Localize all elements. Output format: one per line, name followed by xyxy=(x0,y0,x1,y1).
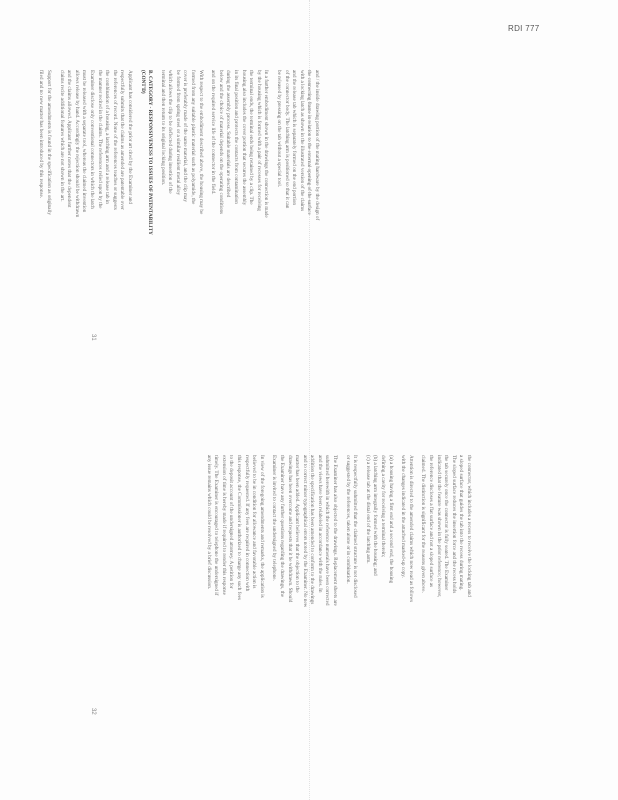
text-line: the references of record. None of the references teaches or suggests xyxy=(111,70,118,210)
text-line: Support for the amendments is found in the specification as originally xyxy=(46,70,52,215)
paragraph-gap xyxy=(394,455,399,607)
text-line: In a further embodiment shown in the drawings the connection is made xyxy=(263,70,270,218)
text-line: to the deposit account of the undersigned attorney. A petition for xyxy=(228,455,235,589)
text-line: which allows the clip to be deflected during insertion of the xyxy=(167,70,174,194)
text-line: a sloped surface that guides the tab into the recess during mating. xyxy=(458,455,465,591)
text-line: The Examiner has also objected to the drawings. Replacement sheets are xyxy=(332,455,339,606)
text-line: claimed. The distinction is significant for the reasons given above. xyxy=(420,455,427,593)
text-line: and the release tab which is separately formed on the end portion xyxy=(291,70,298,205)
paragraph-gap xyxy=(133,70,138,235)
text-line: any issue remains which could be resolved by a brief discussion. xyxy=(205,455,212,590)
text-line: matter has been added. Applicant believes that the objection to the xyxy=(294,455,301,593)
paragraph-gap xyxy=(204,70,209,235)
text-line: by the housing which is formed with a pair of recesses for receiving xyxy=(255,70,262,211)
text-line: addition the specification has been amended to conform to the drawings xyxy=(309,455,316,605)
text-line: the manner recited in the claims. The references relied upon by the xyxy=(96,70,103,209)
text-line: of the connector body. The latching arm is positioned so that it can xyxy=(283,70,290,209)
text-line: and the views have been relabeled in accordance with the rules. In xyxy=(316,455,323,593)
text-line: or suggested by the references, taken alone or in combination. xyxy=(344,455,351,584)
text-line: (b) a latching arm integrally formed with the housing; and xyxy=(372,455,379,576)
text-line: and on the required service life of the connector in the field. xyxy=(210,70,217,195)
text-column-right xyxy=(204,455,472,607)
text-line: the combination of a housing, a latching arm and a release tab in xyxy=(104,70,111,204)
text-line: the Examiner have any further questions regarding the drawings, the xyxy=(278,455,285,598)
text-line: and / the inside drawing portion of the mating hardware by the design of xyxy=(314,70,320,221)
text-line: submitted herewith in which the reference numerals have been corrected xyxy=(324,455,331,606)
text-line: It is respectfully submitted that the claimed structure is not disclosed xyxy=(352,455,359,598)
section-heading-line: (CONT'D) xyxy=(139,70,146,94)
text-line: during the assembly process. Suitable materials are described xyxy=(225,70,232,198)
text-line: (c) a release tab at the distal end of the latching arm. xyxy=(364,455,371,564)
text-line: believed to be in condition for allowance and favorable action is xyxy=(251,455,258,589)
text-line: allows release by hand. Accordingly the rejection should be withdrawn xyxy=(73,70,80,218)
text-line: respectfully submits that the claims as amended are patentable over xyxy=(119,70,126,210)
text-line: and to correct minor typographical errors noted by the Examiner. No new xyxy=(301,455,308,608)
text-line: drawings has been overcome and requests that it be withdrawn. Should xyxy=(286,455,293,603)
text-line: the reference discloses a flat surface and not a sloped surface as xyxy=(428,455,435,588)
text-line: with the changes indicated in the attached marked-up copy. xyxy=(400,455,407,578)
text-line: and the claims allowed. Applicant further notes that the dependent xyxy=(66,70,73,208)
text-line: be released by pressing on the tab without a special tool. xyxy=(276,70,283,188)
text-line: Examiner disclose only conventional connectors in which the latch xyxy=(88,70,95,209)
page-identifier: RDI 777 xyxy=(508,24,540,33)
text-line: Attention is directed to the amended claims which now read as follows xyxy=(407,455,414,603)
text-line: In view of the foregoing amendments and remarks, the application is xyxy=(258,455,265,598)
margin-page-number-bottom: 32 xyxy=(90,708,96,715)
text-line: housing also includes the cover portion that secures the assembly xyxy=(240,70,247,206)
text-line: Applicant has considered the prior art cited by the Examiner and xyxy=(126,70,133,204)
text-line: The sloped surface reduces the insertion force and the recess holds xyxy=(450,455,457,594)
text-line: with a locking latch as shown in the illustrated version of the claims xyxy=(298,70,305,212)
text-line: claims recite additional features which are not shown in the art. xyxy=(58,70,65,202)
text-line: formed from any suitable plastic material such as polyamide, the xyxy=(190,70,197,205)
text-line: defining a cavity for receiving a terminal therein; xyxy=(380,455,387,558)
text-line: indicated that the feature was shown in the prior reference; however, xyxy=(435,455,442,598)
text-line: extension of time is hereby made if required to render this response xyxy=(220,455,227,595)
text-line: Examiner is invited to contact the undersigned by telephone. xyxy=(271,455,278,581)
text-line: (a) a housing having a first end and a second end, the housing xyxy=(387,455,394,584)
text-line: the connecting frame in relation to the external opening of the surface xyxy=(306,70,313,215)
text-line: terminal and then return to its original locking position. xyxy=(159,70,166,186)
margin-page-number-top: 31 xyxy=(90,334,96,341)
text-line: the tab securely once the connector is fully seated. The Examiner xyxy=(443,455,450,591)
text-line: cover is preferably made of the same material, and the clip may xyxy=(182,70,189,202)
text-line: in its final position and protects the contacts from contamination xyxy=(233,70,240,204)
text-line: this response, the Commissioner is authorized to charge any such fees xyxy=(235,455,242,600)
text-line: below and the choice of material depends on the operating conditions xyxy=(217,70,224,215)
text-line: filed and no new matter has been introduced by this response. xyxy=(38,70,45,199)
text-line: With respect to the embodiment described above, the housing may be xyxy=(197,70,204,215)
section-heading-line: B. CATEGORY - RESPONSIVENESS TO ISSUES OF PATENTABILITY xyxy=(147,70,154,235)
text-line: the terminal ends, the terminal ends being retained by a clip. The xyxy=(248,70,255,205)
text-line: the connector, which includes a recess to receive the locking tab and xyxy=(466,455,472,597)
text-line: must be released with a separate tool, whereas the claimed invention xyxy=(81,70,88,213)
text-column-left xyxy=(37,70,320,235)
text-line: respectfully requested. If any fees are required in connection with xyxy=(243,455,250,592)
text-line: be formed from spring steel or a similar resilient metal alloy xyxy=(174,70,181,196)
text-line: timely. The Examiner is encouraged to telephone the undersigned if xyxy=(213,455,220,596)
